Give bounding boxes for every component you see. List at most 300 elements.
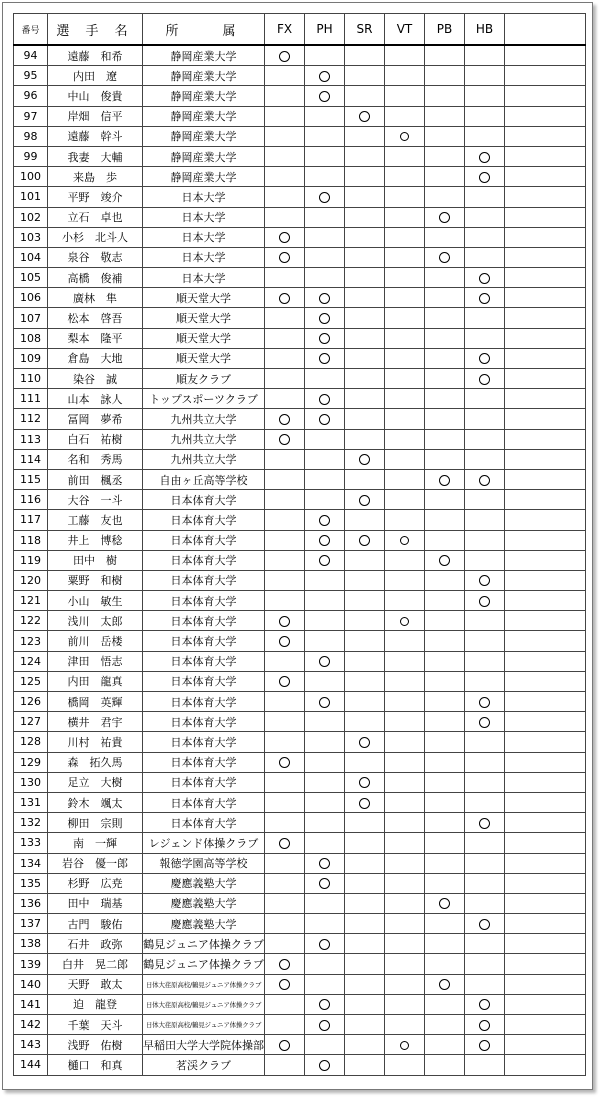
athlete-number: 127 (14, 712, 48, 732)
athlete-number: 111 (14, 389, 48, 409)
table-row (14, 227, 586, 247)
event-cell-vt (385, 106, 425, 126)
event-cell-hb (465, 974, 505, 994)
event-cell-sr (345, 247, 385, 267)
athlete-name: 倉島 大地 (48, 348, 143, 368)
blank-cell (505, 409, 586, 429)
entry-mark-icon (319, 353, 330, 364)
blank-cell (505, 247, 586, 267)
athlete-team: 静岡産業大学 (143, 45, 265, 66)
event-cell-vt (385, 66, 425, 86)
event-cell-sr (345, 449, 385, 469)
event-cell-ph (305, 732, 345, 752)
entry-mark-icon (279, 616, 290, 627)
event-cell-pb (425, 268, 465, 288)
table-row (14, 550, 586, 570)
table-row (14, 772, 586, 792)
blank-cell (505, 934, 586, 954)
event-cell-sr (345, 772, 385, 792)
entry-mark-icon (359, 798, 370, 809)
event-cell-vt (385, 671, 425, 691)
event-cell-hb (465, 308, 505, 328)
event-cell-vt (385, 611, 425, 631)
event-cell-hb (465, 227, 505, 247)
table-row (14, 328, 586, 348)
event-cell-ph (305, 429, 345, 449)
event-cell-ph (305, 530, 345, 550)
event-cell-hb (465, 692, 505, 712)
header-event-vt: VT (385, 14, 425, 46)
athlete-name: 南 一輝 (48, 833, 143, 853)
blank-cell (505, 227, 586, 247)
event-cell-sr (345, 934, 385, 954)
athlete-number: 105 (14, 268, 48, 288)
athlete-name: 廣林 隼 (48, 288, 143, 308)
blank-cell (505, 994, 586, 1014)
event-cell-hb (465, 772, 505, 792)
entry-mark-icon (319, 878, 330, 889)
entry-mark-icon (279, 293, 290, 304)
event-cell-sr (345, 732, 385, 752)
event-cell-fx (265, 167, 305, 187)
event-cell-vt (385, 772, 425, 792)
blank-cell (505, 348, 586, 368)
event-cell-vt (385, 792, 425, 812)
blank-cell (505, 914, 586, 934)
event-cell-ph (305, 146, 345, 166)
athlete-number: 140 (14, 974, 48, 994)
table-row (14, 1055, 586, 1075)
event-cell-vt (385, 974, 425, 994)
table-row (14, 853, 586, 873)
blank-cell (505, 772, 586, 792)
event-cell-vt (385, 934, 425, 954)
event-cell-ph (305, 954, 345, 974)
event-cell-sr (345, 409, 385, 429)
event-cell-sr (345, 833, 385, 853)
event-cell-ph (305, 510, 345, 530)
event-cell-pb (425, 752, 465, 772)
table-row (14, 1035, 586, 1055)
athlete-name: 梨本 隆平 (48, 328, 143, 348)
event-cell-ph (305, 45, 345, 66)
event-cell-vt (385, 126, 425, 146)
blank-cell (505, 692, 586, 712)
table-row (14, 591, 586, 611)
event-cell-pb (425, 1035, 465, 1055)
event-cell-fx (265, 813, 305, 833)
event-cell-vt (385, 591, 425, 611)
event-cell-hb (465, 207, 505, 227)
athlete-team: 順友クラブ (143, 369, 265, 389)
event-cell-pb (425, 570, 465, 590)
athlete-team: 日体大荏原高校/鶴見ジュニア体操クラブ (143, 994, 265, 1014)
athlete-number: 102 (14, 207, 48, 227)
event-cell-fx (265, 873, 305, 893)
blank-cell (505, 369, 586, 389)
table-row (14, 146, 586, 166)
event-cell-hb (465, 1055, 505, 1075)
blank-cell (505, 792, 586, 812)
event-cell-fx (265, 712, 305, 732)
event-cell-vt (385, 833, 425, 853)
event-cell-ph (305, 86, 345, 106)
event-cell-vt (385, 853, 425, 873)
athlete-name: 田中 樹 (48, 550, 143, 570)
blank-cell (505, 873, 586, 893)
event-cell-ph (305, 934, 345, 954)
table-row (14, 570, 586, 590)
athlete-team: 日本大学 (143, 207, 265, 227)
event-cell-sr (345, 792, 385, 812)
athlete-number: 120 (14, 570, 48, 590)
event-cell-sr (345, 66, 385, 86)
event-cell-ph (305, 490, 345, 510)
event-cell-pb (425, 449, 465, 469)
entry-mark-icon (439, 252, 450, 263)
table-row (14, 409, 586, 429)
event-cell-ph (305, 268, 345, 288)
event-cell-sr (345, 530, 385, 550)
athlete-number: 113 (14, 429, 48, 449)
event-cell-ph (305, 1035, 345, 1055)
athlete-name: 前川 岳楼 (48, 631, 143, 651)
event-cell-ph (305, 611, 345, 631)
event-cell-pb (425, 712, 465, 732)
event-cell-pb (425, 873, 465, 893)
event-cell-hb (465, 893, 505, 913)
athlete-number: 100 (14, 167, 48, 187)
event-cell-hb (465, 712, 505, 732)
event-cell-ph (305, 227, 345, 247)
event-cell-pb (425, 207, 465, 227)
blank-cell (505, 449, 586, 469)
event-cell-sr (345, 207, 385, 227)
event-cell-fx (265, 308, 305, 328)
event-cell-fx (265, 671, 305, 691)
event-cell-sr (345, 671, 385, 691)
athlete-number: 136 (14, 893, 48, 913)
athlete-name: 鈴木 颯太 (48, 792, 143, 812)
blank-cell (505, 530, 586, 550)
entry-mark-icon (439, 979, 450, 990)
event-cell-fx (265, 348, 305, 368)
athlete-team: 日本体育大学 (143, 752, 265, 772)
athlete-number: 110 (14, 369, 48, 389)
event-cell-fx (265, 833, 305, 853)
table-row (14, 429, 586, 449)
event-cell-sr (345, 328, 385, 348)
event-cell-vt (385, 813, 425, 833)
event-cell-fx (265, 752, 305, 772)
event-cell-fx (265, 792, 305, 812)
event-cell-pb (425, 813, 465, 833)
event-cell-sr (345, 510, 385, 530)
event-cell-hb (465, 348, 505, 368)
event-cell-vt (385, 86, 425, 106)
entry-mark-icon (319, 91, 330, 102)
athlete-number: 94 (14, 45, 48, 66)
event-cell-pb (425, 328, 465, 348)
athlete-team: 順天堂大学 (143, 288, 265, 308)
event-cell-pb (425, 146, 465, 166)
athlete-name: 遠藤 和希 (48, 45, 143, 66)
event-cell-fx (265, 853, 305, 873)
event-cell-sr (345, 348, 385, 368)
entry-mark-icon (279, 51, 290, 62)
athlete-number: 107 (14, 308, 48, 328)
athlete-name: 松本 啓吾 (48, 308, 143, 328)
entry-mark-icon (279, 232, 290, 243)
table-row (14, 66, 586, 86)
entry-mark-icon (319, 697, 330, 708)
header-blank (505, 14, 586, 46)
event-cell-pb (425, 732, 465, 752)
entry-mark-icon (319, 293, 330, 304)
athlete-number: 95 (14, 66, 48, 86)
athlete-name: 足立 大樹 (48, 772, 143, 792)
athlete-name: 迫 龍登 (48, 994, 143, 1014)
event-cell-fx (265, 651, 305, 671)
athlete-team: 静岡産業大学 (143, 86, 265, 106)
event-cell-pb (425, 833, 465, 853)
blank-cell (505, 328, 586, 348)
athlete-number: 125 (14, 671, 48, 691)
event-cell-pb (425, 611, 465, 631)
event-cell-pb (425, 510, 465, 530)
entry-mark-icon (319, 1060, 330, 1071)
event-cell-vt (385, 1035, 425, 1055)
entry-mark-icon (400, 617, 409, 626)
table-row (14, 712, 586, 732)
entry-mark-icon (400, 1041, 409, 1050)
event-cell-vt (385, 712, 425, 732)
entry-mark-icon (359, 111, 370, 122)
event-cell-sr (345, 591, 385, 611)
event-cell-vt (385, 873, 425, 893)
event-cell-sr (345, 86, 385, 106)
event-cell-sr (345, 893, 385, 913)
athlete-number: 131 (14, 792, 48, 812)
event-cell-hb (465, 914, 505, 934)
event-cell-ph (305, 328, 345, 348)
event-cell-vt (385, 247, 425, 267)
event-cell-hb (465, 86, 505, 106)
event-cell-fx (265, 914, 305, 934)
entry-mark-icon (319, 192, 330, 203)
athlete-team: 日本体育大学 (143, 671, 265, 691)
event-cell-hb (465, 550, 505, 570)
event-cell-hb (465, 409, 505, 429)
event-cell-fx (265, 227, 305, 247)
table-row (14, 1015, 586, 1035)
event-cell-sr (345, 692, 385, 712)
athlete-team: 日本体育大学 (143, 591, 265, 611)
event-cell-vt (385, 328, 425, 348)
athlete-team: 九州共立大学 (143, 429, 265, 449)
event-cell-hb (465, 66, 505, 86)
event-cell-fx (265, 692, 305, 712)
event-cell-pb (425, 288, 465, 308)
event-cell-sr (345, 106, 385, 126)
athlete-name: 橋岡 英輝 (48, 692, 143, 712)
event-cell-sr (345, 914, 385, 934)
event-cell-pb (425, 934, 465, 954)
table-row (14, 994, 586, 1014)
table-row (14, 45, 586, 66)
table-row (14, 348, 586, 368)
athlete-name: 横井 君宇 (48, 712, 143, 732)
athlete-team: 日本体育大学 (143, 510, 265, 530)
event-cell-sr (345, 187, 385, 207)
event-cell-pb (425, 187, 465, 207)
event-cell-hb (465, 510, 505, 530)
table-row (14, 369, 586, 389)
athlete-number: 123 (14, 631, 48, 651)
event-cell-ph (305, 389, 345, 409)
athlete-name: 天野 敢太 (48, 974, 143, 994)
event-cell-fx (265, 106, 305, 126)
event-cell-hb (465, 833, 505, 853)
event-cell-pb (425, 914, 465, 934)
event-cell-hb (465, 247, 505, 267)
blank-cell (505, 611, 586, 631)
event-cell-fx (265, 429, 305, 449)
table-row (14, 288, 586, 308)
blank-cell (505, 308, 586, 328)
entry-mark-icon (479, 1040, 490, 1051)
event-cell-vt (385, 187, 425, 207)
event-cell-sr (345, 974, 385, 994)
event-cell-vt (385, 692, 425, 712)
event-cell-hb (465, 671, 505, 691)
event-cell-sr (345, 490, 385, 510)
athlete-team: トップスポーツクラブ (143, 389, 265, 409)
table-row (14, 792, 586, 812)
entry-mark-icon (319, 555, 330, 566)
event-cell-hb (465, 1035, 505, 1055)
event-cell-pb (425, 389, 465, 409)
event-cell-ph (305, 631, 345, 651)
entry-mark-icon (319, 1020, 330, 1031)
event-cell-pb (425, 167, 465, 187)
event-cell-pb (425, 66, 465, 86)
athlete-name: 岸畑 信平 (48, 106, 143, 126)
event-cell-vt (385, 752, 425, 772)
event-cell-fx (265, 631, 305, 651)
header-event-pb: PB (425, 14, 465, 46)
entry-mark-icon (439, 475, 450, 486)
event-cell-pb (425, 429, 465, 449)
athlete-number: 109 (14, 348, 48, 368)
event-cell-hb (465, 369, 505, 389)
athlete-name: 杉野 広尭 (48, 873, 143, 893)
athlete-team: 日本大学 (143, 227, 265, 247)
blank-cell (505, 974, 586, 994)
table-row (14, 86, 586, 106)
event-cell-hb (465, 732, 505, 752)
event-cell-fx (265, 449, 305, 469)
athlete-team: 日本体育大学 (143, 792, 265, 812)
athlete-number: 141 (14, 994, 48, 1014)
entry-mark-icon (319, 414, 330, 425)
event-cell-ph (305, 187, 345, 207)
event-cell-pb (425, 490, 465, 510)
event-cell-vt (385, 570, 425, 590)
event-cell-fx (265, 247, 305, 267)
athlete-name: 遠藤 幹斗 (48, 126, 143, 146)
event-cell-fx (265, 530, 305, 550)
athlete-name: 浅野 佑樹 (48, 1035, 143, 1055)
blank-cell (505, 66, 586, 86)
entry-mark-icon (479, 152, 490, 163)
blank-cell (505, 813, 586, 833)
event-cell-sr (345, 752, 385, 772)
header-number: 番号 (14, 14, 48, 46)
blank-cell (505, 429, 586, 449)
athlete-team: 日本大学 (143, 247, 265, 267)
athlete-name: 白石 祐樹 (48, 429, 143, 449)
roster-sheet (2, 2, 593, 1090)
event-cell-sr (345, 651, 385, 671)
event-cell-hb (465, 490, 505, 510)
header-event-ph: PH (305, 14, 345, 46)
event-cell-fx (265, 893, 305, 913)
event-cell-sr (345, 429, 385, 449)
blank-cell (505, 1035, 586, 1055)
event-cell-ph (305, 712, 345, 732)
event-cell-hb (465, 873, 505, 893)
event-cell-hb (465, 1015, 505, 1035)
event-cell-vt (385, 490, 425, 510)
event-cell-ph (305, 247, 345, 267)
event-cell-sr (345, 550, 385, 570)
entry-mark-icon (319, 71, 330, 82)
athlete-number: 124 (14, 651, 48, 671)
entry-mark-icon (319, 656, 330, 667)
event-cell-pb (425, 469, 465, 489)
table-row (14, 207, 586, 227)
table-row (14, 510, 586, 530)
athlete-team: 慶應義塾大学 (143, 914, 265, 934)
event-cell-sr (345, 288, 385, 308)
event-cell-hb (465, 631, 505, 651)
blank-cell (505, 187, 586, 207)
event-cell-fx (265, 974, 305, 994)
event-cell-vt (385, 1015, 425, 1035)
athlete-team: 静岡産業大学 (143, 66, 265, 86)
athlete-team: 日本体育大学 (143, 692, 265, 712)
event-cell-vt (385, 308, 425, 328)
event-cell-fx (265, 490, 305, 510)
event-cell-pb (425, 369, 465, 389)
athlete-team: 日本体育大学 (143, 530, 265, 550)
blank-cell (505, 671, 586, 691)
event-cell-pb (425, 227, 465, 247)
athlete-name: 冨岡 夢希 (48, 409, 143, 429)
event-cell-hb (465, 853, 505, 873)
athlete-team: 慶應義塾大学 (143, 893, 265, 913)
athlete-name: 白井 晃二郎 (48, 954, 143, 974)
blank-cell (505, 86, 586, 106)
entry-mark-icon (279, 1040, 290, 1051)
table-row (14, 893, 586, 913)
event-cell-sr (345, 873, 385, 893)
athlete-team: 日本体育大学 (143, 490, 265, 510)
entry-mark-icon (319, 515, 330, 526)
entry-mark-icon (359, 495, 370, 506)
athlete-number: 132 (14, 813, 48, 833)
